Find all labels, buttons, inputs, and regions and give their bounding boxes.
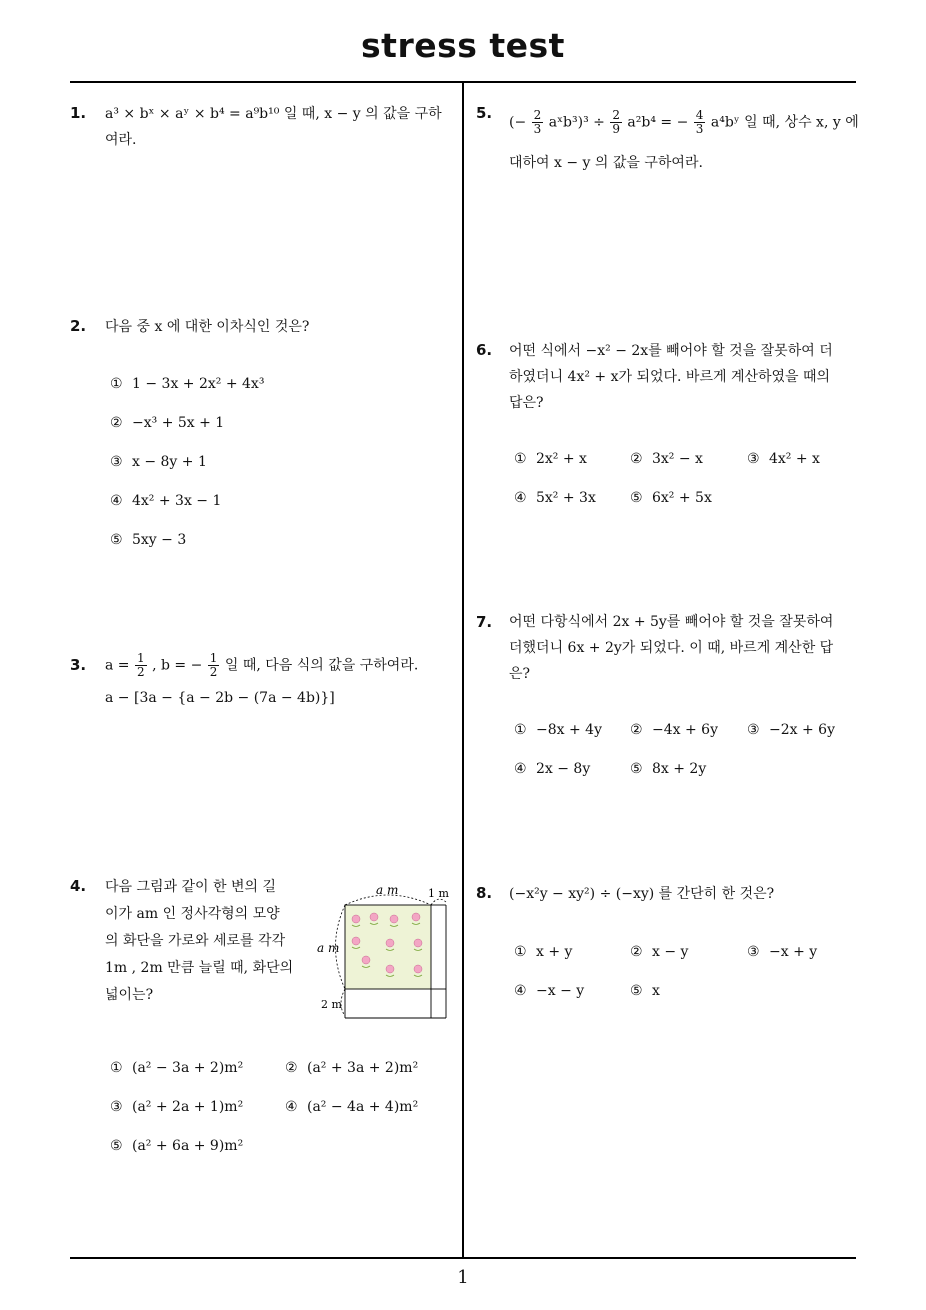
choice-mark: ⑤ bbox=[110, 1138, 123, 1154]
stem-line: 은? bbox=[509, 666, 531, 682]
choice-mark: ② bbox=[630, 944, 643, 960]
choice-mark: ② bbox=[630, 722, 643, 738]
fraction: $\frac{2}{3}$ bbox=[533, 108, 542, 136]
choice-text: 2x − 8y bbox=[536, 761, 591, 777]
stem-text: a = bbox=[105, 657, 130, 674]
choice-4[interactable] bbox=[285, 1099, 418, 1115]
choice-text: x − 8y + 1 bbox=[132, 454, 207, 470]
choice-5[interactable] bbox=[110, 1138, 243, 1154]
choice-1[interactable] bbox=[514, 451, 587, 467]
stem-text: aˣb³)³ ÷ bbox=[548, 114, 605, 131]
choice-mark: ⑤ bbox=[630, 490, 643, 506]
choice-text: x − y bbox=[652, 944, 689, 960]
choice-text: x bbox=[652, 983, 660, 999]
stem-line: 어떤 식에서 −x² − 2x를 빼어야 할 것을 잘못하여 더 bbox=[509, 343, 833, 359]
choice-text: −8x + 4y bbox=[536, 722, 602, 738]
question-number: 4. bbox=[70, 877, 87, 895]
choice-3[interactable] bbox=[747, 944, 817, 960]
choice-mark: ① bbox=[514, 722, 527, 738]
choice-mark: ④ bbox=[514, 490, 527, 506]
choice-text: 2x² + x bbox=[536, 451, 587, 467]
choice-3[interactable] bbox=[110, 454, 207, 470]
question-stem bbox=[509, 109, 859, 136]
stem-line: 다음 그림과 같이 한 변의 길 bbox=[105, 879, 277, 895]
choice-3[interactable] bbox=[747, 722, 835, 738]
choice-2[interactable] bbox=[110, 415, 224, 431]
stem-line: 이가 am 인 정사각형의 모양 bbox=[105, 906, 280, 922]
choice-text: (a² − 3a + 2)m² bbox=[132, 1060, 244, 1076]
question-stem bbox=[509, 338, 859, 416]
question-number: 7. bbox=[476, 613, 493, 631]
stem-text: (− bbox=[509, 114, 527, 131]
choice-5[interactable] bbox=[630, 761, 706, 777]
choice-1[interactable] bbox=[110, 1060, 243, 1076]
choice-mark: ③ bbox=[747, 944, 760, 960]
choice-4[interactable] bbox=[110, 493, 221, 509]
choice-3[interactable] bbox=[747, 451, 820, 467]
stem-text: a⁴bʸ 일 때, 상수 x, y 에 bbox=[710, 114, 859, 131]
choice-text: (a² + 3a + 2)m² bbox=[307, 1060, 419, 1076]
choice-mark: ② bbox=[285, 1060, 298, 1076]
stem-line: a³ × bˣ × aʸ × b⁴ = a⁹b¹⁰ 일 때, x − y 의 값을 구하 bbox=[105, 106, 442, 122]
stem-line: 의 화단을 가로와 세로를 각각 bbox=[105, 933, 286, 949]
question-number: 8. bbox=[476, 884, 493, 902]
choice-text: x + y bbox=[536, 944, 573, 960]
choice-mark: ① bbox=[110, 1060, 123, 1076]
figure-label-top: a m bbox=[376, 883, 399, 897]
choice-mark: ③ bbox=[747, 451, 760, 467]
choice-text: −x − y bbox=[536, 983, 585, 999]
fraction: $\frac{1}{2}$ bbox=[136, 651, 145, 679]
choice-text: 1 − 3x + 2x² + 4x³ bbox=[132, 376, 265, 392]
question-expression: a − [3a − {a − 2b − (7a − 4b)}] bbox=[105, 690, 335, 706]
choice-5[interactable] bbox=[630, 490, 712, 506]
choice-mark: ⑤ bbox=[630, 761, 643, 777]
choice-mark: ④ bbox=[285, 1099, 298, 1115]
choice-mark: ① bbox=[514, 944, 527, 960]
choice-mark: ① bbox=[514, 451, 527, 467]
choice-2[interactable] bbox=[630, 944, 688, 960]
choice-mark: ④ bbox=[514, 761, 527, 777]
choice-text: (a² − 4a + 4)m² bbox=[307, 1099, 419, 1115]
choice-text: 3x² − x bbox=[652, 451, 703, 467]
choice-4[interactable] bbox=[514, 490, 596, 506]
choice-mark: ③ bbox=[110, 454, 123, 470]
stem-line: 답은? bbox=[509, 395, 544, 411]
question-number: 3. bbox=[70, 656, 87, 674]
choice-mark: ② bbox=[630, 451, 643, 467]
stem-line: 대하여 x − y 의 값을 구하여라. bbox=[509, 155, 703, 171]
question-stem bbox=[105, 874, 305, 1009]
choice-text: (a² + 2a + 1)m² bbox=[132, 1099, 244, 1115]
stem-text: 일 때, 다음 식의 값을 구하여라. bbox=[224, 657, 419, 674]
choice-text: 4x² + 3x − 1 bbox=[132, 493, 222, 509]
question-number: 5. bbox=[476, 104, 493, 122]
page-title: stress test bbox=[361, 26, 565, 65]
fraction: $\frac{4}{3}$ bbox=[695, 108, 704, 136]
choice-mark: ③ bbox=[747, 722, 760, 738]
stem-line: 더했더니 6x + 2y가 되었다. 이 때, 바르게 계산한 답 bbox=[509, 640, 834, 656]
choice-text: (a² + 6a + 9)m² bbox=[132, 1138, 244, 1154]
choice-text: −4x + 6y bbox=[652, 722, 718, 738]
choice-1[interactable] bbox=[514, 944, 572, 960]
footer-rule bbox=[70, 1257, 856, 1259]
figure-label-bottom: 2 m bbox=[321, 998, 342, 1011]
stem-line: 넓이는? bbox=[105, 987, 154, 1003]
choice-mark: ④ bbox=[110, 493, 123, 509]
fraction: $\frac{2}{9}$ bbox=[612, 108, 620, 136]
stem-text: a²b⁴ = − bbox=[627, 114, 689, 131]
choice-text: −x + y bbox=[769, 944, 818, 960]
choice-4[interactable] bbox=[514, 761, 590, 777]
figure-label-right: 1 m bbox=[428, 887, 449, 900]
choice-text: 5x² + 3x bbox=[536, 490, 596, 506]
question-number: 1. bbox=[70, 104, 87, 122]
choice-mark: ① bbox=[110, 376, 123, 392]
question-stem bbox=[105, 101, 455, 153]
choice-2[interactable] bbox=[630, 722, 718, 738]
choice-1[interactable] bbox=[514, 722, 602, 738]
choice-mark: ④ bbox=[514, 983, 527, 999]
choice-2[interactable] bbox=[630, 451, 703, 467]
question-stem: 다음 중 x 에 대한 이차식인 것은? bbox=[105, 319, 310, 335]
stem-line: 1m , 2m 만큼 늘릴 때, 화단의 bbox=[105, 960, 294, 976]
choice-mark: ③ bbox=[110, 1099, 123, 1115]
choice-1[interactable] bbox=[110, 376, 264, 392]
choice-5[interactable] bbox=[630, 983, 660, 999]
stem-line: 여라. bbox=[105, 132, 137, 148]
choice-mark: ⑤ bbox=[630, 983, 643, 999]
question-stem bbox=[509, 609, 859, 687]
stem-text: , b = − bbox=[152, 657, 203, 674]
choice-text: 6x² + 5x bbox=[652, 490, 712, 506]
stem-line: 하였더니 4x² + x가 되었다. 바르게 계산하였을 때의 bbox=[509, 369, 831, 385]
choice-3[interactable] bbox=[110, 1099, 243, 1115]
choice-text: 4x² + x bbox=[769, 451, 820, 467]
garden-figure bbox=[312, 880, 454, 1022]
choice-5[interactable] bbox=[110, 532, 186, 548]
column-divider bbox=[462, 83, 464, 1259]
choice-mark: ⑤ bbox=[110, 532, 123, 548]
figure-label-left: a m bbox=[317, 941, 340, 955]
choice-4[interactable] bbox=[514, 983, 584, 999]
page-number: 1 bbox=[457, 1267, 469, 1288]
choice-2[interactable] bbox=[285, 1060, 418, 1076]
question-stem: (−x²y − xy²) ÷ (−xy) 를 간단히 한 것은? bbox=[509, 886, 775, 902]
choice-text: −x³ + 5x + 1 bbox=[132, 415, 225, 431]
choice-text: −2x + 6y bbox=[769, 722, 835, 738]
question-number: 6. bbox=[476, 341, 493, 359]
choice-text: 8x + 2y bbox=[652, 761, 707, 777]
fraction: $\frac{1}{2}$ bbox=[209, 651, 218, 679]
choice-mark: ② bbox=[110, 415, 123, 431]
question-stem bbox=[105, 652, 418, 679]
choice-text: 5xy − 3 bbox=[132, 532, 187, 548]
stem-line: 어떤 다항식에서 2x + 5y를 빼어야 할 것을 잘못하여 bbox=[509, 614, 834, 630]
question-number: 2. bbox=[70, 317, 87, 335]
